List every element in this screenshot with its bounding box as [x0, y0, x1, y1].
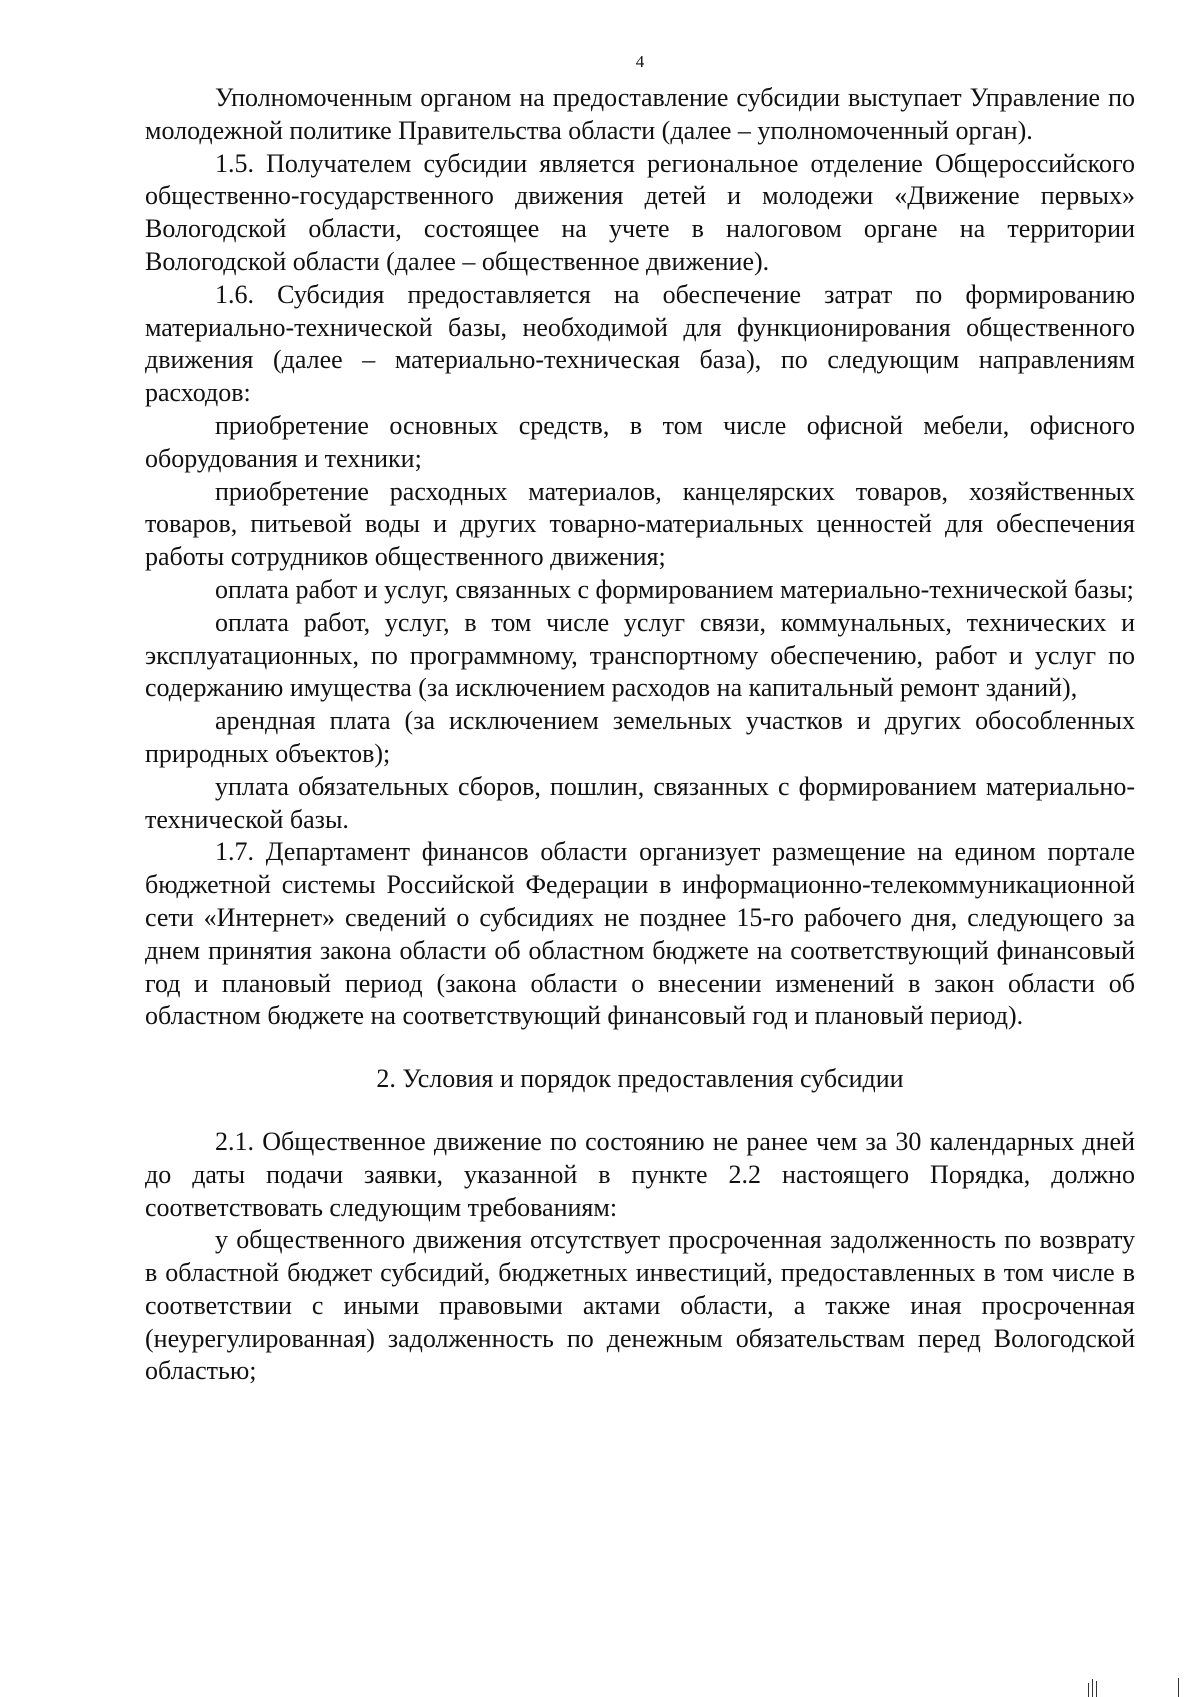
list-item-fixed-assets: приобретение основных средств, в том числе офисной мебели, офисного оборудования и техники; [145, 410, 1135, 473]
scan-artifact [1096, 1681, 1097, 1697]
list-item-works-services: оплата работ и услуг, связанных с формированием материально-технической базы; [215, 574, 1134, 604]
paragraph-2-1: 2.1. Общественное движение по состоянию не ранее чем за 30 календарных дней до даты подачи заявки, указанной в пункте 2.2 настоящего Порядка, должно соответствовать следующим требованиям: [145, 1126, 1135, 1222]
list-item-fees: уплата обязательных сборов, пошлин, связанных с формированием материально-технической базы. [145, 771, 1135, 834]
paragraph-1-7: 1.7. Департамент финансов области организует размещение на едином портале бюджетной системы Российской Федерации в информационно-телекоммуникационной сети «Интернет» сведений о субсидиях не позднее 15-го рабочего дня, следующего за днем принятия закона области об областном бюджете на соответствующий финансовый год и плановый период (закона области о внесении изменений в закон области об областном бюджете на соответствующий финансовый год и плановый период). [145, 837, 1135, 1031]
paragraph-1-5: 1.5. Получателем субсидии является региональное отделение Общероссийского общественно-государственного движения детей и молодежи «Движение первых» Вологодской области, состоящее на учете в налоговом органе на территории Вологодской области (далее – общественное движение). [145, 148, 1135, 276]
paragraph-1-6: 1.6. Субсидия предоставляется на обеспечение затрат по формированию материально-технической базы, необходимой для функционирования общественного движения (далее – материально-техническая база), по следующим направлениям расходов: [145, 279, 1135, 408]
page-number: 4 [635, 52, 645, 71]
scan-artifact [1092, 1679, 1093, 1697]
section-heading: 2. Условия и порядок предоставления субсидии [376, 1064, 904, 1094]
list-item-utilities: оплата работ, услуг, в том числе услуг связи, коммунальных, технических и эксплуатационных, по программному, транспортному обеспечению, работ и услуг по содержанию имущества (за исключением расходов на капитальный ремонт зданий), [145, 607, 1135, 703]
document-body [145, 82, 1135, 1388]
paragraph-authorized-body: Уполномоченным органом на предоставление субсидии выступает Управление по молодежной политике Правительства области (далее – уполномоченный орган). [145, 83, 1135, 145]
list-item-consumables: приобретение расходных материалов, канцелярских товаров, хозяйственных товаров, питьевой воды и других товарно-материальных ценностей для обеспечения работы сотрудников общественного движения; [145, 476, 1135, 572]
list-item-rent: арендная плата (за исключением земельных участков и других обособленных природных объектов); [145, 706, 1135, 768]
scan-artifact [1178, 1678, 1179, 1697]
paragraph-no-debt: у общественного движения отсутствует просроченная задолженность по возврату в областной бюджет субсидий, бюджетных инвестиций, предоставленных в том числе в соответствии с иными правовыми актами области, а также иная просроченная (неурегулированная) задолженность по денежным обязательствам перед Вологодской областью; [145, 1225, 1135, 1386]
scan-artifact [1088, 1683, 1089, 1697]
